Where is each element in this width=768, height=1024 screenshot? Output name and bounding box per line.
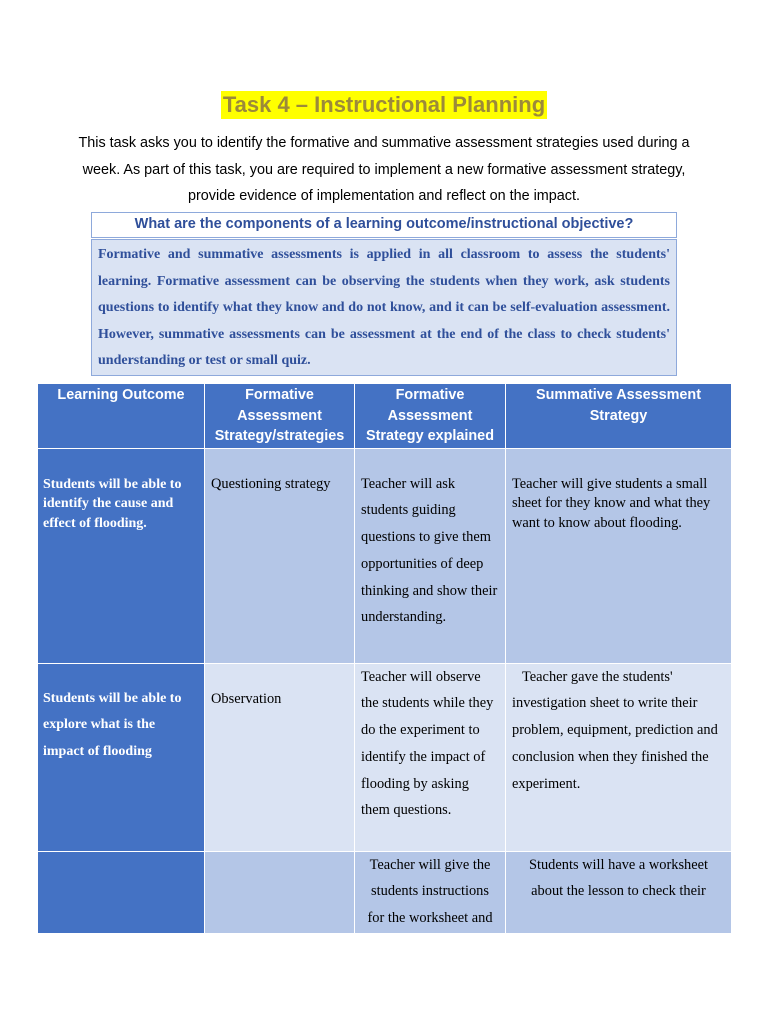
formative-strategy-cell: Observation <box>205 663 355 851</box>
title-wrap <box>0 91 768 119</box>
table-row <box>38 448 732 663</box>
summative-strategy-cell: Teacher will give students a small sheet for they know and what they want to know about flooding. <box>506 448 732 663</box>
summative-strategy-cell: Students will have a worksheet about the lesson to check their <box>506 851 732 933</box>
formative-strategy-cell: Questioning strategy <box>205 448 355 663</box>
learning-outcome-cell: Students will be able to explore what is the impact of flooding <box>38 663 205 851</box>
planning-table <box>37 383 732 934</box>
formative-explained-cell: Teacher will observe the students while they do the experiment to identify the impact of flooding by asking them questions. <box>355 663 506 851</box>
header-formative-strategy: Formative Assessment Strategy/strategies <box>205 384 355 449</box>
header-formative-explained: Formative Assessment Strategy explained <box>355 384 506 449</box>
task-intro: This task asks you to identify the formative and summative assessment strategies used during a week. As part of this task, you are required to implement a new formative assessment strategy, provide evidence of implementation and reflect on the impact. <box>78 135 690 204</box>
formative-explained-cell: Teacher will ask students guiding questions to give them opportunities of deep thinking and show their understanding. <box>355 448 506 663</box>
answer-text: Formative and summative assessments is applied in all classroom to assess the students' learning. Formative assessment can be observing the students when they work, ask students questions to identify what they know and do not know, and it can be self-evaluation assessment. However, summative assessments can be assessment at the end of the class to check students' understanding or test or small quiz. <box>91 239 677 376</box>
formative-strategy-cell <box>205 851 355 933</box>
header-learning-outcome: Learning Outcome <box>38 384 205 449</box>
formative-explained-cell: Teacher will give the students instructions for the worksheet and <box>355 851 506 933</box>
table-header-row <box>38 384 732 449</box>
table-row <box>38 663 732 851</box>
table-row <box>38 851 732 933</box>
summative-strategy-cell: Teacher gave the students' investigation sheet to write their problem, equipment, prediction and conclusion when they finished the experiment. <box>506 663 732 851</box>
question-heading: What are the components of a learning outcome/instructional objective? <box>91 212 677 238</box>
page-title: Task 4 – Instructional Planning <box>222 92 546 117</box>
learning-outcome-cell <box>38 851 205 933</box>
learning-outcome-cell: Students will be able to identify the cause and effect of flooding. <box>38 448 205 663</box>
header-summative-strategy: Summative Assessment Strategy <box>506 384 732 449</box>
